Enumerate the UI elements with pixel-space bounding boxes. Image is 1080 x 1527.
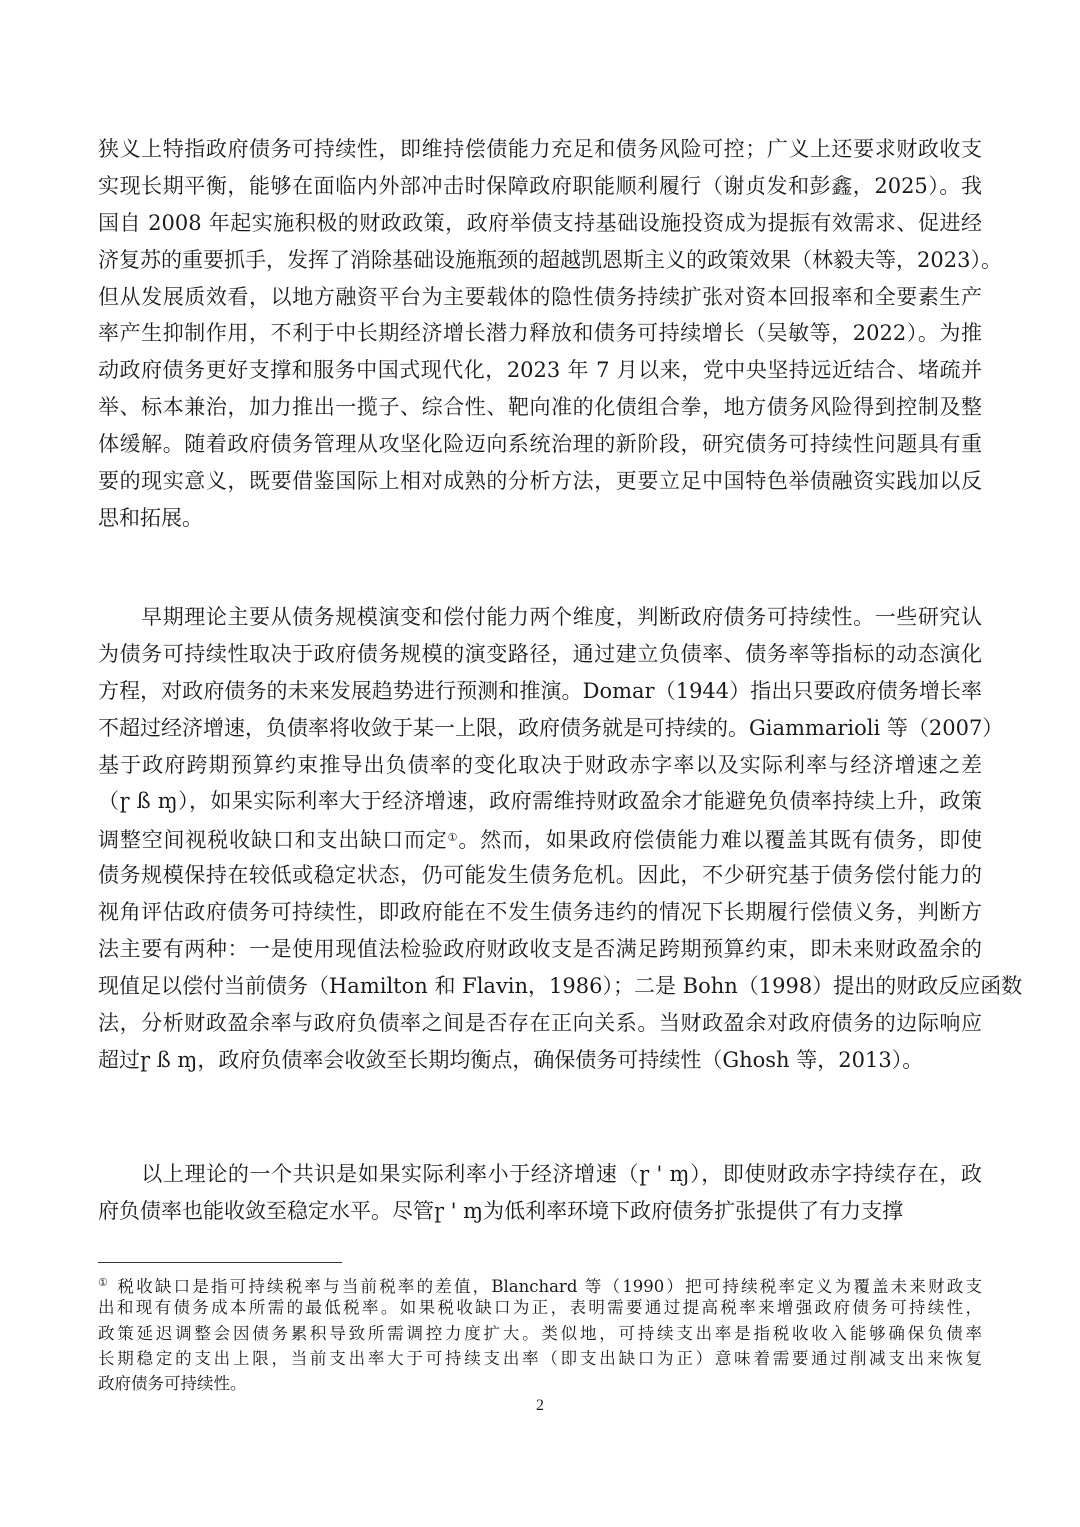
text-line: 方程，对政府债务的未来发展趋势进行预测和推演。Domar（1944）指出只要政府债务增长率 — [98, 678, 982, 703]
text-line: 狭义上特指政府债务可持续性，即维持偿债能力充足和债务风险可控；广义上还要求财政收支 — [98, 137, 982, 161]
text-line: 但从发展质效看，以地方融资平台为主要载体的隐性债务持续扩张对资本回报率和全要素生产 — [98, 284, 982, 309]
text-line: 实现长期平衡，能够在面临内外部冲击时保障政府职能顺利履行（谢贞发和彭鑫，2025）。我 — [98, 173, 982, 198]
footnote-line: 长期稳定的支出上限，当前支出率大于可持续支出率（即支出缺口为正）意味着需要通过削减支出来恢复 — [98, 1348, 982, 1368]
text-line: 府负债率也能收敛至稳定水平。尽管ɼ ' ɱ为低利率环境下政府债务扩张提供了有力支撑 — [98, 1198, 904, 1223]
text-line: 法主要有两种：一是使用现值法检验政府财政收支是否满足跨期预算约束，即未来财政盈余的 — [98, 937, 982, 962]
footnote-line: 政策延迟调整会因债务累积导致所需调控力度扩大。类似地，可持续支出率是指税收收入能够确保负债率 — [98, 1323, 982, 1343]
text-line: 法，分析财政盈余率与政府负债率之间是否存在正向关系。当财政盈余对政府债务的边际响应 — [98, 1010, 982, 1035]
text-line: 债务规模保持在较低或稳定状态，仍可能发生债务危机。因此，不少研究基于债务偿付能力的 — [98, 863, 982, 888]
footnote-line: 出和现有债务成本所需的最低税率。如果税收缺口为正，表明需要通过提高税率来增强政府债务可持续性， — [98, 1298, 982, 1318]
footnote-line: 政府债务可持续性。 — [98, 1374, 247, 1394]
text-line: 基于政府跨期预算约束推导出负债率的变化取决于财政赤字率以及实际利率与经济增速之差 — [98, 752, 982, 777]
text-segment: 。然而，如果政府偿债能力难以覆盖其既有债务，即使 — [458, 828, 982, 853]
text-line: 率产生抑制作用，不利于中长期经济增长潜力释放和债务可持续增长（吴敏等，2022）。为推 — [98, 321, 982, 346]
text-line: 早期理论主要从债务规模演变和偿付能力两个维度，判断政府债务可持续性。一些研究认 — [98, 605, 982, 629]
text-line: 为债务可持续性取决于政府债务规模的演变路径，通过建立负债率、债务率等指标的动态演化 — [98, 641, 982, 666]
text-line: 体缓解。随着政府债务管理从攻坚化险迈向系统治理的新阶段，研究债务可持续性问题具有重 — [98, 432, 982, 457]
page-number: 2 — [536, 1397, 544, 1414]
text-line: 不超过经济增速，负债率将收敛于某一上限，政府债务就是可持续的。Giammarioli 等（2007） — [98, 715, 1004, 740]
body-paragraph-3 — [98, 1156, 982, 1230]
text-line: 现值足以偿付当前债务（Hamilton 和 Flavin，1986）；二是 Bohn（1998）提出的财政反应函数 — [98, 973, 1023, 998]
text-line: 思和拓展。 — [98, 505, 203, 530]
text-line: 以上理论的一个共识是如果实际利率小于经济增速（ɼ ' ɱ），即使财政赤字持续存在，政 — [98, 1162, 982, 1186]
text-line: 举、标本兼治，加力推出一揽子、综合性、靶向准的化债组合拳，地方债务风险得到控制及整 — [98, 395, 982, 420]
text-line: 要的现实意义，既要借鉴国际上相对成熟的分析方法，更要立足中国特色举债融资实践加以反 — [98, 469, 982, 494]
footnote-divider — [98, 1262, 342, 1263]
text-line: （ɼ ß ɱ），如果实际利率大于经济增速，政府需维持财政盈余才能避免负债率持续上升，政策 — [98, 789, 982, 814]
footnote-text: 税收缺口是指可持续税率与当前税率的差值，Blanchard 等（1990）把可持续税率定义为覆盖未来财政支 — [110, 1277, 982, 1296]
text-line: 国自 2008 年起实施积极的财政政策，政府举债支持基础设施投资成为提振有效需求、促进经 — [98, 210, 982, 235]
text-line: 视角评估政府债务可持续性，即政府能在不发生债务违约的情况下长期履行偿债义务，判断方 — [98, 900, 982, 925]
body-paragraph-1 — [98, 131, 1002, 537]
text-line: 动政府债务更好支撑和服务中国式现代化，2023 年 7 月以来，党中央坚持远近结合、堵疏并 — [98, 358, 982, 383]
text-segment: 调整空间视税收缺口和支出缺口而定 — [98, 828, 448, 853]
footnote-reference[interactable]: ① — [447, 831, 459, 845]
footnote-marker: ① — [98, 1276, 111, 1289]
footnote — [98, 1270, 982, 1396]
text-line: 超过ɼ ß ɱ，政府负债率会收敛至长期均衡点，确保债务可持续性（Ghosh 等，2013）。 — [98, 1047, 924, 1072]
text-line-with-footnote — [98, 820, 982, 857]
footnote-line — [98, 1270, 982, 1295]
text-line: 济复苏的重要抓手，发挥了消除基础设施瓶颈的超越凯恩斯主义的政策效果（林毅夫等，2023）。 — [98, 247, 1002, 272]
body-paragraph-2 — [98, 599, 1023, 1079]
